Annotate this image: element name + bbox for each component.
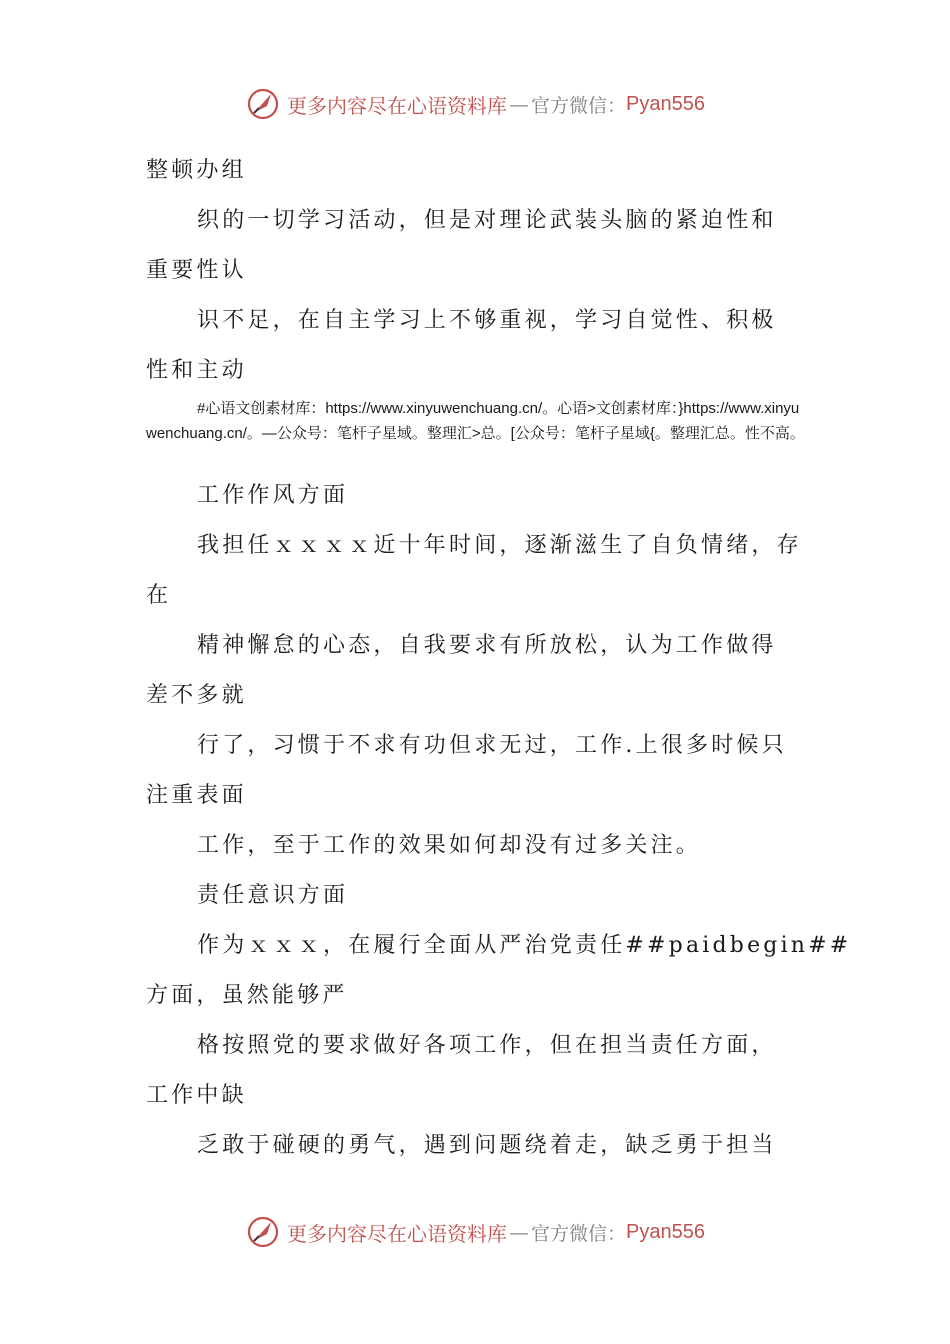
body-line: 识不足，在自主学习上不够重视，学习自觉性、积极	[197, 308, 777, 333]
source-note: #心语文创素材库：https://www.xinyuwenchuang.cn/。心语>文创素材库：}https://www.xinyuwenchuang.cn/。—公众号：笔杆子星域。整理汇>总。[公众号：笔杆子星域{。整理汇总。性不高。	[146, 400, 805, 442]
document-body	[146, 146, 852, 1171]
banner-dash: —	[509, 1220, 529, 1244]
body-line: 方面，虽然能够严	[146, 983, 348, 1008]
section-heading: 责任意识方面	[197, 883, 349, 908]
header-banner	[0, 82, 950, 126]
body-line: 重要性认	[146, 258, 247, 283]
banner-wechat-handle: Pyan556	[626, 92, 705, 115]
body-line: 整顿办组	[146, 158, 247, 183]
banner-wechat-label: 官方微信：	[531, 1222, 627, 1245]
quill-logo-icon	[245, 1214, 281, 1250]
body-line: 织的一切学习活动，但是对理论武装头脑的紧迫性和	[197, 208, 777, 233]
body-line: 格按照党的要求做好各项工作，但在担当责任方面，	[197, 1033, 777, 1058]
body-line: 工作中缺	[146, 1083, 247, 1108]
quill-logo-icon	[245, 86, 281, 122]
body-line: 性和主动	[146, 358, 247, 383]
body-line: 精神懈怠的心态，自我要求有所放松，认为工作做得	[197, 633, 777, 658]
banner-wechat-label: 官方微信：	[531, 94, 627, 117]
body-line: 在	[146, 583, 172, 608]
section-heading: 工作作风方面	[197, 483, 349, 508]
body-line: 我担任ｘｘｘｘ近十年时间，逐渐滋生了自负情绪，存	[197, 533, 802, 558]
body-line: 乏敢于碰硬的勇气，遇到问题绕着走，缺乏勇于担当	[197, 1133, 777, 1158]
body-line: 作为ｘｘｘ，在履行全面从严治党责任##paidbegin##	[197, 933, 852, 958]
body-line: 行了，习惯于不求有功但求无过，工作.上很多时候只	[197, 733, 787, 758]
banner-slogan: 更多内容尽在心语资料库	[287, 93, 507, 118]
banner-dash: —	[509, 92, 529, 116]
body-line: 差不多就	[146, 683, 247, 708]
banner-slogan: 更多内容尽在心语资料库	[287, 1221, 507, 1246]
source-note-block	[146, 396, 810, 471]
body-line: 注重表面	[146, 783, 247, 808]
footer-banner	[0, 1210, 950, 1254]
banner-wechat-handle: Pyan556	[626, 1220, 705, 1243]
body-line: 工作，至于工作的效果如何却没有过多关注。	[197, 833, 702, 858]
